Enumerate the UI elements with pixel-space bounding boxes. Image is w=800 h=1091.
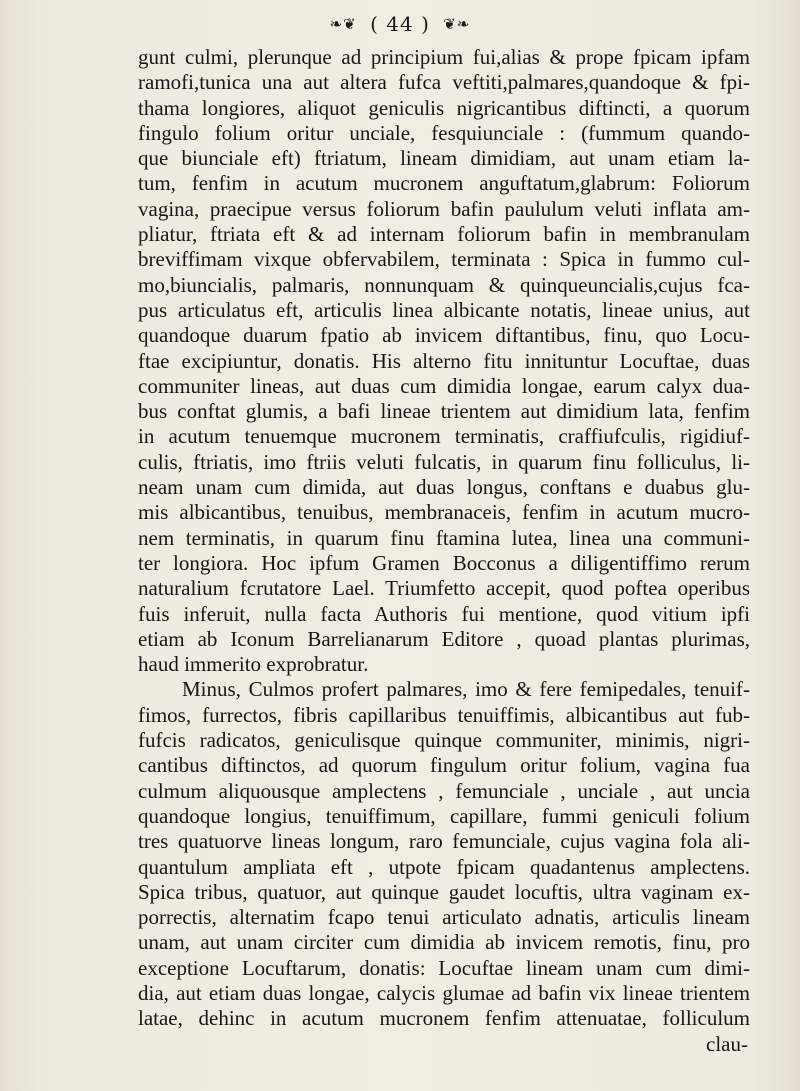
text-line: tum, fenfim in acutum mucronem anguftatum,glabrum: Foliorum	[138, 171, 750, 196]
text-line: ramofi,tunica una aut altera fufca veftiti,palmares,quandoque & fpi-	[138, 70, 750, 95]
paragraph-end-line: haud immerito exprobratur.	[138, 652, 369, 677]
text-line: communiter lineas, aut duas cum dimidia longae, earum calyx dua-	[138, 373, 750, 398]
text-line: in acutum tenuemque mucronem terminatis, craffiufculis, rigidiuf-	[138, 424, 750, 449]
text-line: dia, aut etiam duas longae, calycis glumae ad bafin vix lineae trientem	[138, 980, 750, 1005]
text-line: exceptione Locuftarum, donatis: Locuftae lineam unam cum dimi-	[138, 955, 750, 980]
text-line: ter longiora. Hoc ipfum Gramen Bocconus a diligentiffimo rerum	[138, 550, 750, 575]
text-line: fufcis radicatos, geniculisque quinque communiter, minimis, nigri-	[138, 728, 750, 753]
catchword: clau-	[706, 1031, 748, 1056]
text-line: mis albicantibus, tenuibus, membranaceis, fenfim in acutum mucro-	[138, 500, 750, 525]
text-line: vagina, praecipue versus foliorum bafin paululum veluti inflata am-	[138, 196, 750, 221]
text-line: naturalium fcrutatore Lael. Triumfetto accepit, quod poftea operibus	[138, 576, 750, 601]
text-line: thama longiores, aliquot geniculis nigricantibus diftincti, a quorum	[138, 95, 750, 120]
text-line: gunt culmi, plerunque ad principium fui,alias & prope fpicam ipfam	[138, 45, 750, 69]
text-line: pliatur, ftriata eft & ad internam foliorum bafin in membranulam	[138, 222, 750, 247]
text-line: nem terminatis, in quarum finu ftamina lutea, linea una communi-	[138, 525, 750, 550]
text-line: breviffimam vixque obfervabilem, terminata : Spica in fummo cul-	[138, 247, 750, 272]
text-line: Minus, Culmos profert palmares, imo & fere femipedales, tenuif-	[182, 677, 750, 702]
text-line: Spica tribus, quatuor, aut quinque gaudet locuftis, ultra vaginam ex-	[138, 879, 750, 904]
page-number: ( 44 )	[370, 12, 430, 36]
text-line: fuis inferuit, nulla facta Authoris fui mentione, quod vitium ipfi	[138, 601, 750, 626]
text-line: bus conftat glumis, a bafi lineae trientem aut dimidium lata, fenfim	[138, 399, 750, 424]
text-line: quandoque longius, tenuiffimum, capillare, fummi geniculi folium	[138, 803, 750, 828]
text-line: culmum aliquousque amplectens , femunciale , unciale , aut uncia	[138, 778, 750, 803]
text-line: etiam ab Iconum Barrelianarum Editore , quoad plantas plurimas,	[138, 626, 750, 651]
body-text	[138, 45, 750, 1057]
text-line: quandoque duarum fpatio ab invicem diftantibus, finu, quo Locu-	[138, 323, 750, 348]
text-line: fimos, furrectos, fibris capillaribus tenuiffimis, albicantibus aut fub-	[138, 702, 750, 727]
text-line: mo,biuncialis, palmaris, nonnunquam & quinqueuncialis,cujus fca-	[138, 272, 750, 297]
text-line: unam, aut unam circiter cum dimidia ab invicem remotis, finu, pro	[138, 930, 750, 955]
text-line: ftae excipiuntur, donatis. His alterno fitu innituntur Locuftae, duas	[138, 348, 750, 373]
text-line: neam unam cum dimida, aut duas longus, conftans e duabus glu-	[138, 475, 750, 500]
text-line: que biunciale eft) ftriatum, lineam dimidiam, aut unam etiam la-	[138, 146, 750, 171]
text-line: quantulum ampliata eft , utpote fpicam quadantenus amplectens.	[138, 854, 750, 879]
text-line: cantibus diftinctos, ad quorum fingulum oritur folium, vagina fua	[138, 753, 750, 778]
text-line: tres quatuorve lineas longum, raro femunciale, cujus vagina fola ali-	[138, 829, 750, 854]
ornament-right-icon: ❦❧	[443, 15, 471, 33]
text-line: culis, ftriatis, imo ftriis veluti fulcatis, in quarum finu folliculus, li-	[138, 449, 750, 474]
page-header	[0, 12, 800, 36]
text-line: porrectis, alternatim fcapo tenui articulato adnatis, articulis lineam	[138, 905, 750, 930]
text-line: fingulo folium oritur unciale, fesquiunciale : (fummum quando-	[138, 120, 750, 145]
text-line: latae, dehinc in acutum mucronem fenfim attenuatae, folliculum	[138, 1006, 750, 1031]
text-line: pus articulatus eft, articulis linea albicante notatis, lineae unius, aut	[138, 297, 750, 322]
ornament-left-icon: ❧❦	[329, 15, 357, 33]
